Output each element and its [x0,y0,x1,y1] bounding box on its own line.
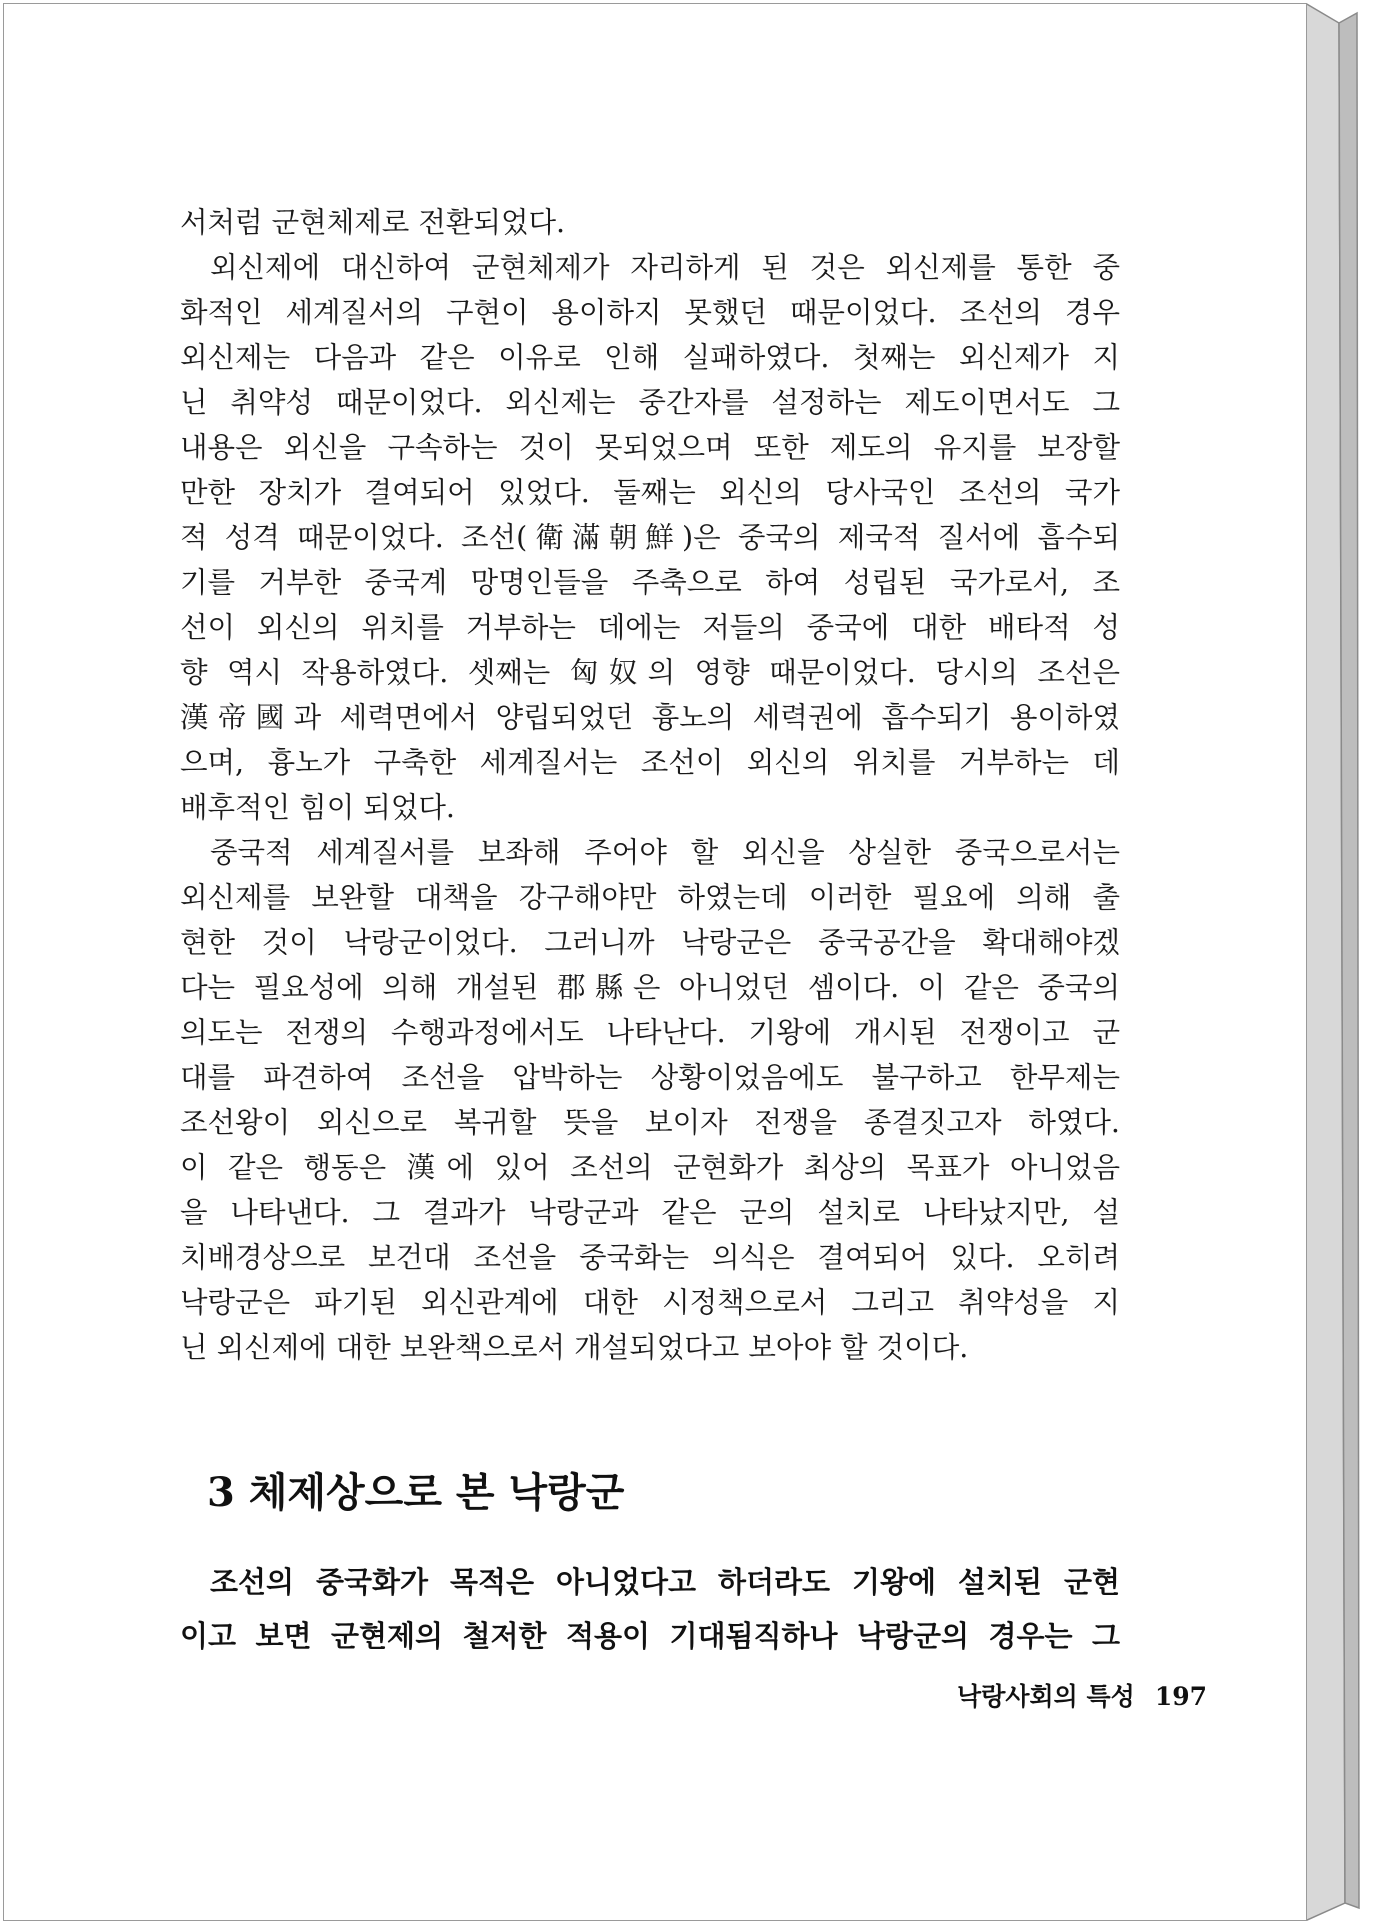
body-line: 으며, 흉노가 구축한 세계질서는 조선이 외신의 위치를 거부하는 데 [180,746,1120,779]
body-line: 배후적인 힘이 되었다. [180,791,455,824]
body-line: 외신제는 다음과 같은 이유로 인해 실패하였다. 첫째는 외신제가 지 [180,341,1120,374]
body-line: 을 나타낸다. 그 결과가 낙랑군과 같은 군의 설치로 나타났지만, 설 [180,1196,1120,1229]
page-number: 197 [1154,1682,1207,1711]
body-line: 漢帝國과 세력면에서 양립되었던 흉노의 세력권에 흡수되기 용이하였 [180,701,1120,734]
body-line: 다는 필요성에 의해 개설된 郡縣은 아니었던 셈이다. 이 같은 중국의 [180,971,1120,1004]
body-line: 대를 파견하여 조선을 압박하는 상황이었음에도 불구하고 한무제는 [180,1061,1120,1094]
body-line: 현한 것이 낙랑군이었다. 그러니까 낙랑군은 중국공간을 확대해야겠 [180,926,1120,959]
body-line: 닌 외신제에 대한 보완책으로서 개설되었다고 보아야 할 것이다. [180,1331,969,1364]
body-line: 중국적 세계질서를 보좌해 주어야 할 외신을 상실한 중국으로서는 [210,836,1120,869]
body-line: 의도는 전쟁의 수행과정에서도 나타난다. 기왕에 개시된 전쟁이고 군 [180,1016,1120,1049]
book-page-edges [1305,3,1361,1921]
section-heading: 3 체제상으로 본 낙랑군 [207,1469,625,1516]
section-line: 조선의 중국화가 목적은 아니었다고 하더라도 기왕에 설치된 군현 [210,1565,1120,1599]
body-line: 향 역시 작용하였다. 셋째는 匈奴의 영향 때문이었다. 당시의 조선은 [180,656,1120,689]
body-line: 서처럼 군현체제로 전환되었다. [180,206,566,239]
body-line: 적 성격 때문이었다. 조선(衛滿朝鮮)은 중국의 제국적 질서에 흡수되 [180,521,1120,554]
body-line: 외신제에 대신하여 군현체제가 자리하게 된 것은 외신제를 통한 중 [210,251,1120,284]
body-line: 만한 장치가 결여되어 있었다. 둘째는 외신의 당사국인 조선의 국가 [180,476,1120,509]
body-line: 기를 거부한 중국계 망명인들을 주축으로 하여 성립된 국가로서, 조 [180,566,1120,599]
body-line: 내용은 외신을 구속하는 것이 못되었으며 또한 제도의 유지를 보장할 [180,431,1120,464]
body-line: 치배경상으로 보건대 조선을 중국화는 의식은 결여되어 있다. 오히려 [180,1241,1120,1274]
body-line: 이 같은 행동은 漢에 있어 조선의 군현화가 최상의 목표가 아니었음 [180,1151,1120,1184]
body-line: 선이 외신의 위치를 거부하는 데에는 저들의 중국에 대한 배타적 성 [180,611,1120,644]
body-line: 외신제를 보완할 대책을 강구해야만 하였는데 이러한 필요에 의해 출 [180,881,1120,914]
body-line: 닌 취약성 때문이었다. 외신제는 중간자를 설정하는 제도이면서도 그 [180,386,1120,419]
body-line: 조선왕이 외신으로 복귀할 뜻을 보이자 전쟁을 종결짓고자 하였다. [180,1106,1120,1139]
page-footer [957,1677,1207,1713]
body-line: 낙랑군은 파기된 외신관계에 대한 시정책으로서 그리고 취약성을 지 [180,1286,1120,1319]
section-text [180,1555,1120,1663]
section-line: 이고 보면 군현제의 철저한 적용이 기대됨직하나 낙랑군의 경우는 그 [180,1619,1120,1653]
body-line: 화적인 세계질서의 구현이 용이하지 못했던 때문이었다. 조선의 경우 [180,296,1120,329]
body-text [180,200,1120,1370]
running-title: 낙랑사회의 특성 [957,1682,1135,1711]
